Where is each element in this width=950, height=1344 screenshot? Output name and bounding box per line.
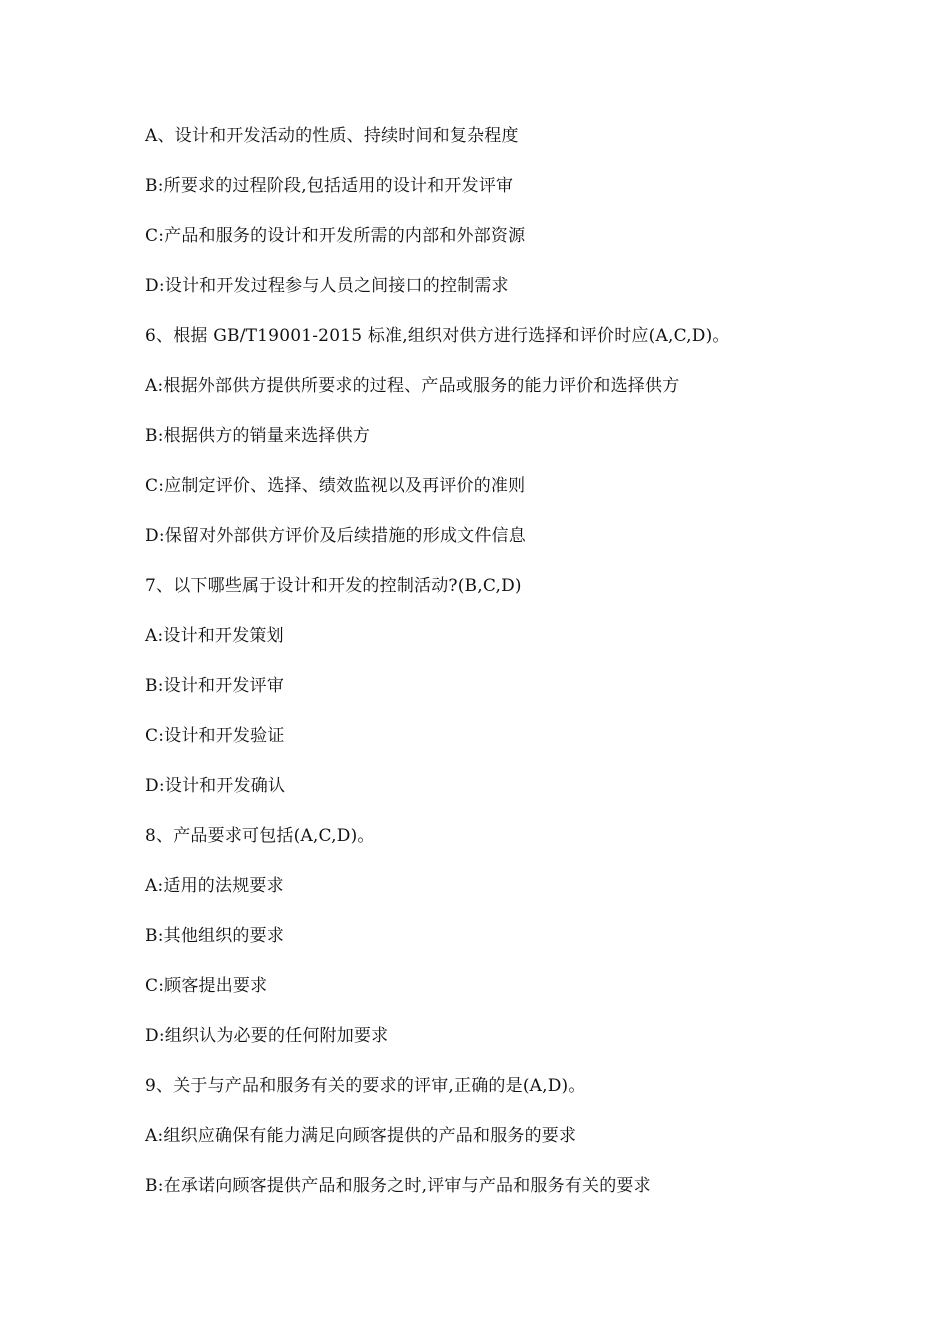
q7-option-c: C:设计和开发验证 (145, 726, 285, 746)
q8-option-d: D:组织认为必要的任何附加要求 (145, 1026, 389, 1046)
question-8-line: 8、产品要求可包括(A,C,D)。 (145, 826, 375, 846)
q8-option-b: B:其他组织的要求 (145, 926, 285, 946)
q6-option-c: C:应制定评价、选择、绩效监视以及再评价的准则 (145, 476, 526, 496)
option-a-line: A、设计和开发活动的性质、持续时间和复杂程度 (145, 126, 519, 146)
q7-option-d: D:设计和开发确认 (145, 776, 286, 796)
q7-option-a: A:设计和开发策划 (145, 626, 284, 646)
q8-option-c: C:顾客提出要求 (145, 976, 268, 996)
option-c-line: C:产品和服务的设计和开发所需的内部和外部资源 (145, 226, 526, 246)
q7-option-b: B:设计和开发评审 (145, 676, 285, 696)
question-9-line: 9、关于与产品和服务有关的要求的评审,正确的是(A,D)。 (145, 1076, 586, 1096)
q6-option-a: A:根据外部供方提供所要求的过程、产品或服务的能力评价和选择供方 (145, 376, 680, 396)
question-6-line: 6、根据 GB/T19001-2015 标准,组织对供方进行选择和评价时应(A,C,D)。 (145, 326, 730, 346)
q6-option-d: D:保留对外部供方评价及后续措施的形成文件信息 (145, 526, 526, 546)
question-7-line: 7、以下哪些属于设计和开发的控制活动?(B,C,D) (145, 576, 522, 596)
q8-option-a: A:适用的法规要求 (145, 876, 284, 896)
q6-option-b: B:根据供方的销量来选择供方 (145, 426, 371, 446)
q9-option-b: B:在承诺向顾客提供产品和服务之时,评审与产品和服务有关的要求 (145, 1176, 651, 1196)
option-d-line: D:设计和开发过程参与人员之间接口的控制需求 (145, 276, 509, 296)
document-body (145, 124, 925, 1224)
q9-option-a: A:组织应确保有能力满足向顾客提供的产品和服务的要求 (145, 1126, 577, 1146)
option-b-line: B:所要求的过程阶段,包括适用的设计和开发评审 (145, 176, 514, 196)
